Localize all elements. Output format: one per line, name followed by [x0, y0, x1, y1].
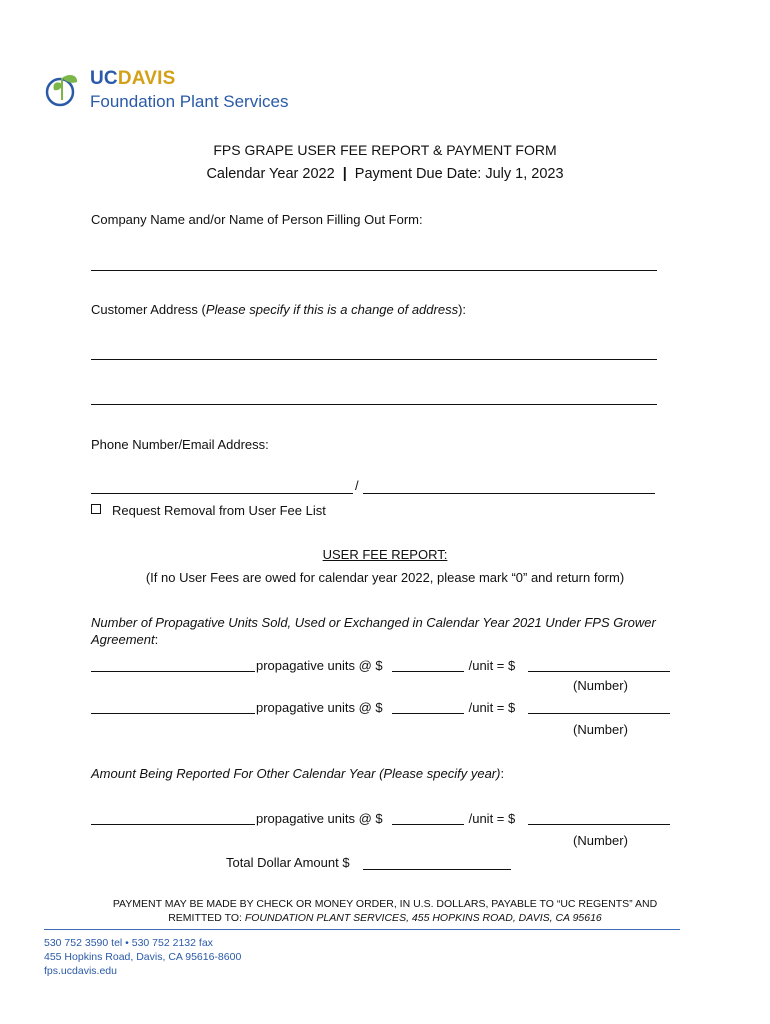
address-input-line-2[interactable]	[91, 404, 657, 405]
contact-web[interactable]: fps.ucdavis.edu	[44, 965, 117, 977]
per-unit-text: /unit = $	[465, 811, 516, 826]
units-heading-line2	[91, 631, 691, 648]
report-heading: USER FEE REPORT:	[322, 547, 448, 562]
phone-email-separator: /	[355, 478, 359, 493]
contact-info	[44, 936, 241, 978]
logo	[44, 70, 334, 114]
email-input-line[interactable]	[363, 493, 655, 494]
other-year-heading-text: Amount Being Reported For Other Calendar Year (Please specify year)	[91, 766, 501, 781]
units-input-line[interactable]	[91, 671, 255, 672]
payment-line-1: PAYMENT MAY BE MADE BY CHECK OR MONEY ORDER, IN U.S. DOLLARS, PAYABLE TO “UC REGENTS” AND	[112, 898, 658, 910]
contact-address: 455 Hopkins Road, Davis, CA 95616-8600	[44, 951, 242, 963]
form-title: FPS GRAPE USER FEE REPORT & PAYMENT FORM	[213, 142, 557, 158]
due-date: Payment Due Date: July 1, 2023	[354, 166, 564, 182]
removal-checkbox-label: Request Removal from User Fee List	[112, 503, 326, 518]
total-dollar-amount-label: Total Dollar Amount $	[226, 855, 350, 870]
rate-input-line[interactable]	[392, 824, 464, 825]
total-amount-input-line[interactable]	[363, 869, 511, 870]
address-label	[91, 302, 466, 317]
address-label-end: ):	[458, 302, 467, 317]
logo-davis-text: DAVIS	[117, 68, 176, 89]
logo-uc-text: UC	[90, 68, 118, 89]
units-input-line[interactable]	[91, 713, 255, 714]
units-input-line[interactable]	[91, 824, 255, 825]
payment-note	[90, 897, 680, 925]
report-note: (If no User Fees are owed for calendar year 2022, please mark “0” and return form)	[145, 570, 625, 585]
company-label: Company Name and/or Name of Person Filling Out Form:	[91, 212, 423, 227]
logo-ucdavis	[90, 68, 176, 90]
leaf-logo-icon	[44, 70, 80, 110]
per-unit-text: /unit = $	[465, 658, 516, 673]
phone-email-label: Phone Number/Email Address:	[91, 437, 269, 452]
payment-line-2	[90, 911, 680, 925]
units-heading	[91, 614, 691, 648]
other-year-heading	[91, 766, 504, 781]
payment-remit-address: FOUNDATION PLANT SERVICES, 455 HOPKINS ROAD, DAVIS, CA 95616	[244, 912, 602, 924]
other-year-heading-colon: :	[500, 766, 505, 781]
title-separator: |	[342, 166, 347, 182]
units-heading-agreement: Agreement	[91, 632, 155, 647]
payment-remit-label: REMITTED TO:	[168, 912, 245, 924]
logo-subtitle: Foundation Plant Services	[90, 92, 289, 111]
propagative-units-text: propagative units @ $	[256, 658, 383, 673]
propagative-units-text: propagative units @ $	[256, 700, 383, 715]
fee-row-1	[91, 658, 671, 676]
removal-checkbox[interactable]	[91, 504, 101, 514]
rate-input-line[interactable]	[392, 713, 464, 714]
fee-row-3	[91, 811, 671, 829]
units-heading-line1: Number of Propagative Units Sold, Used or Exchanged in Calendar Year 2021 Under FPS Grower	[91, 615, 656, 630]
number-label: (Number)	[573, 833, 628, 848]
amount-input-line[interactable]	[528, 671, 670, 672]
contact-phone: 530 752 3590 tel • 530 752 2132 fax	[44, 937, 213, 949]
number-label: (Number)	[573, 678, 628, 693]
units-heading-colon: :	[154, 632, 159, 647]
address-label-start: Customer Address (	[91, 302, 206, 317]
fee-row-2	[91, 700, 671, 718]
address-input-line-1[interactable]	[91, 359, 657, 360]
footer-rule	[44, 929, 680, 930]
number-label: (Number)	[573, 722, 628, 737]
phone-input-line[interactable]	[91, 493, 353, 494]
address-label-italic: Please specify if this is a change of address	[205, 302, 459, 317]
form-subtitle	[0, 166, 770, 182]
amount-input-line[interactable]	[528, 713, 670, 714]
per-unit-text: /unit = $	[465, 700, 516, 715]
rate-input-line[interactable]	[392, 671, 464, 672]
company-input-line[interactable]	[91, 270, 657, 271]
amount-input-line[interactable]	[528, 824, 670, 825]
calendar-year: Calendar Year 2022	[206, 166, 335, 182]
propagative-units-text: propagative units @ $	[256, 811, 383, 826]
